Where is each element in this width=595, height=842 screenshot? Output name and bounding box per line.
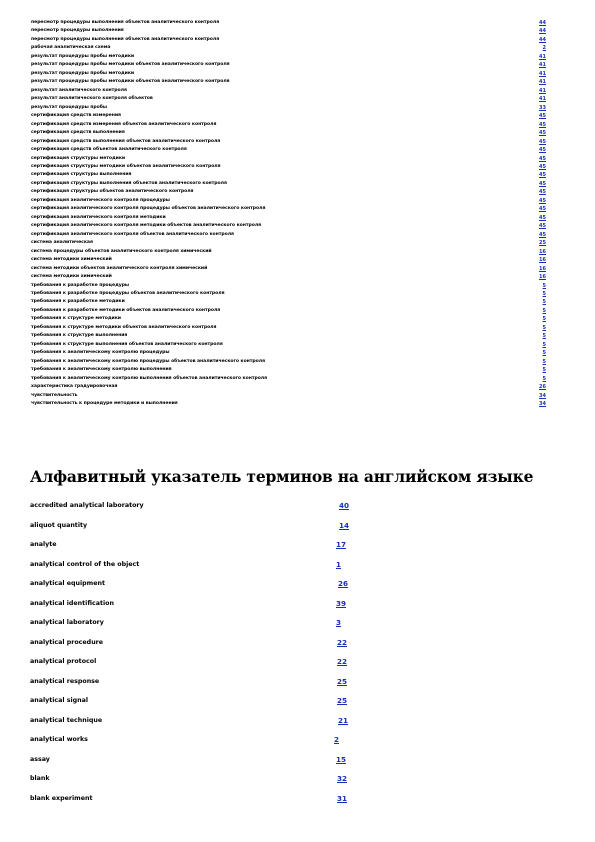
page-number-link[interactable]: 31 [337, 793, 348, 803]
index-entry [31, 256, 546, 264]
index-term: analytical laboratory [30, 619, 104, 626]
index-entry [31, 104, 546, 112]
page-number-link[interactable]: 2 [542, 45, 546, 52]
page-number-link[interactable]: 34 [539, 392, 546, 399]
index-entry [31, 400, 546, 408]
index-term: сертификация структуры методики объектов аналитического контроля [31, 163, 221, 169]
index-entry [31, 121, 546, 129]
index-term: analytical control of the object [30, 560, 140, 568]
page-number-link[interactable]: 5 [542, 316, 546, 323]
index-term: требования к структуре выполнения объектов аналитического контроля [31, 341, 223, 347]
index-term: сертификация аналитического контроля объектов аналитического контроля [31, 231, 234, 237]
index-term: сертификация аналитического контроля методики [31, 214, 166, 220]
index-term: пересмотр процедуры выполнения объектов аналитического контроля [31, 36, 220, 42]
index-term: сертификация структуры выполнения [31, 172, 132, 178]
index-entry [31, 61, 546, 69]
index-entry [31, 27, 546, 35]
page-number-link[interactable]: 41 [539, 87, 546, 94]
index-entry [31, 324, 546, 332]
index-entry [31, 315, 546, 323]
index-term: требования к разработке методики объектов аналитического контроля [31, 307, 221, 313]
index-term: пересмотр процедуры выполнения [31, 28, 124, 34]
index-entry [31, 197, 546, 205]
index-entry [31, 392, 546, 400]
page-number-link[interactable]: 45 [539, 113, 546, 120]
index-term: analytical procedure [30, 638, 104, 646]
page-number-link[interactable]: 45 [539, 163, 546, 170]
index-entry [31, 180, 546, 188]
index-term: analyte [30, 541, 57, 548]
page-number-link[interactable]: 26 [539, 384, 546, 391]
index-entry [31, 112, 546, 120]
index-entry [30, 594, 360, 614]
index-term: требования к разработке методики [31, 299, 125, 305]
page-number-link[interactable]: 45 [539, 197, 546, 204]
index-term: требования к разработке процедуры объектов аналитического контроля [31, 291, 225, 296]
index-entry [31, 19, 546, 27]
index-entry [30, 730, 360, 750]
page-number-link[interactable]: 15 [336, 754, 347, 764]
page-number-link[interactable]: 22 [337, 637, 348, 647]
page-number-link[interactable]: 45 [539, 130, 546, 137]
index-entry [30, 769, 360, 789]
index-entry [30, 535, 360, 555]
page-number-link[interactable]: 45 [539, 172, 546, 179]
index-term: требования к разработке процедуры [31, 282, 130, 288]
page-number-link[interactable]: 17 [336, 540, 347, 549]
page-number-link[interactable]: 44 [539, 28, 546, 35]
page-number-link[interactable]: 26 [338, 579, 349, 588]
page-number-link[interactable]: 16 [539, 257, 546, 264]
index-entry [31, 366, 546, 374]
index-term: analytical protocol [30, 658, 97, 665]
index-entry [31, 248, 546, 256]
index-term: пересмотр процедуры выполнения объектов аналитического контроля [31, 20, 220, 25]
index-entry [30, 633, 360, 653]
page-number-link[interactable]: 41 [539, 70, 546, 77]
page-number-link[interactable]: 2 [334, 735, 340, 744]
index-term: сертификация средств измерения [31, 113, 121, 119]
index-entry [30, 652, 360, 672]
index-entry [30, 750, 360, 770]
index-entry [31, 87, 546, 95]
page-number-link[interactable]: 5 [542, 341, 546, 348]
page-number-link[interactable]: 16 [539, 274, 546, 281]
index-term: analytical works [30, 736, 88, 743]
page-number-link[interactable]: 40 [339, 501, 350, 510]
index-term: система аналитическая [31, 240, 93, 246]
index-entry [30, 516, 360, 536]
index-entry [31, 222, 546, 230]
index-entry [30, 496, 360, 516]
index-entry [31, 349, 546, 357]
index-term: сертификация средств выполнения объектов аналитического контроля [31, 138, 221, 144]
index-entry [31, 214, 546, 222]
page-number-link[interactable]: 5 [542, 291, 546, 297]
index-entry [31, 205, 546, 213]
index-term: требования к аналитическому контролю процедуры объектов аналитического контроля [31, 358, 265, 364]
page-number-link[interactable]: 45 [539, 214, 546, 221]
index-term: система процедуры объектов аналитического контроля химический [31, 248, 212, 254]
index-entry [31, 95, 546, 103]
page-number-link[interactable]: 3 [336, 618, 342, 627]
page-number-link[interactable]: 45 [539, 155, 546, 162]
index-term: система методики химический [31, 257, 112, 263]
index-term: сертификация средств выполнения [31, 130, 125, 136]
index-entry [31, 341, 546, 349]
page-number-link[interactable]: 5 [542, 358, 546, 365]
page-number-link[interactable]: 22 [337, 657, 348, 666]
index-term: чувствительность [31, 392, 78, 398]
index-entry [31, 239, 546, 247]
index-entry [31, 146, 546, 154]
index-term: требования к аналитическому контролю процедуры [31, 350, 170, 356]
page-number-link[interactable]: 5 [542, 324, 546, 331]
index-term: analytical response [30, 677, 100, 685]
index-entry [31, 70, 546, 78]
index-entry [31, 273, 546, 281]
page-number-link[interactable]: 16 [539, 265, 546, 272]
index-term: результат процедуры пробы методики [31, 53, 135, 59]
page-number-link[interactable]: 34 [539, 401, 546, 408]
index-term: сертификация средств объектов аналитического контроля [31, 147, 187, 153]
index-term: accredited analytical laboratory [30, 502, 144, 509]
page-number-link[interactable]: 5 [542, 367, 546, 374]
index-term: сертификация структуры объектов аналитического контроля [31, 189, 194, 195]
index-entry [31, 129, 546, 137]
page-number-link[interactable]: 45 [539, 223, 546, 230]
index-entry [30, 672, 360, 692]
index-term: рабочая аналитическая схема [31, 45, 111, 51]
page-number-link[interactable]: 5 [542, 333, 546, 340]
index-entry [30, 691, 360, 711]
index-entry [30, 555, 360, 575]
index-term: результат процедуры пробы методики объектов аналитического контроля [31, 79, 230, 85]
index-term: сертификация аналитического контроля процедуры [31, 197, 170, 203]
index-term: сертификация структуры методики [31, 155, 126, 161]
index-entry [31, 171, 546, 179]
index-term: aliquot quantity [30, 521, 88, 529]
english-index-heading: Алфавитный указатель терминов на английском языке [30, 467, 534, 486]
index-term: analytical identification [30, 599, 114, 607]
page-number-link[interactable]: 41 [539, 79, 546, 86]
index-entry [30, 711, 360, 731]
index-entry [31, 36, 546, 44]
index-entry [31, 188, 546, 196]
russian-term-index [31, 19, 546, 409]
index-entry [31, 307, 546, 315]
index-term: сертификация аналитического контроля процедуры объектов аналитического контроля [31, 206, 266, 212]
index-term: сертификация структуры выполнения объектов аналитического контроля [31, 180, 227, 186]
page-number-link[interactable]: 44 [539, 20, 546, 26]
page-number-link[interactable]: 5 [542, 375, 546, 382]
page-number-link[interactable]: 45 [539, 147, 546, 154]
index-entry [31, 375, 546, 383]
index-entry [31, 265, 546, 273]
index-entry [31, 231, 546, 239]
index-term: результат процедуры пробы методики объектов аналитического контроля [31, 62, 230, 68]
index-term: сертификация средств измерения объектов аналитического контроля [31, 121, 217, 127]
index-entry [31, 298, 546, 306]
index-entry [31, 163, 546, 171]
index-entry [31, 44, 546, 52]
index-entry [31, 290, 546, 298]
page-number-link[interactable]: 5 [542, 299, 546, 306]
page-number-link[interactable]: 41 [539, 62, 546, 69]
index-entry [30, 613, 360, 633]
page-number-link[interactable]: 41 [539, 96, 546, 103]
page-number-link[interactable]: 5 [542, 350, 546, 357]
page-number-link[interactable]: 41 [539, 53, 546, 60]
page-number-link[interactable]: 45 [539, 138, 546, 145]
page-number-link[interactable]: 39 [336, 598, 347, 608]
index-term: результат процедуры пробы [31, 104, 107, 110]
page-number-link[interactable]: 16 [539, 248, 546, 255]
index-entry [30, 574, 360, 594]
index-entry [31, 78, 546, 86]
index-term: система методики химический [31, 274, 112, 280]
index-term: результат аналитического контроля объектов [31, 96, 153, 102]
page-number-link[interactable]: 14 [339, 520, 350, 530]
index-entry [30, 789, 360, 809]
page-number-link[interactable]: 45 [539, 180, 546, 187]
index-term: сертификация аналитического контроля методики объектов аналитического контроля [31, 223, 262, 229]
page-number-link[interactable]: 45 [539, 121, 546, 128]
page-number-link[interactable]: 25 [337, 696, 348, 705]
page-number-link[interactable]: 25 [539, 240, 546, 247]
index-term: результат процедуры пробы методики [31, 70, 135, 76]
page-number-link[interactable]: 44 [539, 36, 546, 43]
index-term: assay [30, 755, 50, 763]
index-term: требования к структуре методики объектов аналитического контроля [31, 324, 217, 330]
page-number-link[interactable]: 45 [539, 231, 546, 238]
index-term: система методики объектов аналитического контроля химический [31, 265, 208, 271]
page-number-link[interactable]: 32 [337, 774, 348, 783]
index-term: требования к структуре выполнения [31, 333, 128, 339]
index-term: analytical equipment [30, 580, 105, 587]
index-term: analytical technique [30, 716, 103, 724]
page-number-link[interactable]: 5 [542, 307, 546, 314]
index-term: характеристика градуировочная [31, 384, 118, 390]
index-entry [31, 383, 546, 391]
index-term: требования к структуре методики [31, 316, 121, 322]
index-entry [31, 358, 546, 366]
index-term: требования к аналитическому контролю выполнения объектов аналитического контроля [31, 375, 268, 381]
index-entry [31, 138, 546, 146]
index-entry [31, 53, 546, 61]
index-term: результат аналитического контроля [31, 87, 127, 93]
index-entry [31, 332, 546, 340]
index-term: чувствительность к процедуре методики и выполнения [31, 401, 178, 407]
english-term-index [30, 496, 360, 808]
page-number-link[interactable]: 45 [539, 206, 546, 213]
page-number-link[interactable]: 21 [338, 715, 349, 725]
page-number-link[interactable]: 45 [539, 189, 546, 196]
page-number-link[interactable]: 5 [542, 282, 546, 289]
page-number-link[interactable]: 1 [336, 559, 342, 569]
index-term: analytical signal [30, 697, 89, 704]
index-entry [31, 282, 546, 290]
page-number-link[interactable]: 25 [337, 676, 348, 686]
index-term: blank [30, 775, 50, 782]
index-entry [31, 155, 546, 163]
page-number-link[interactable]: 33 [539, 104, 546, 111]
index-term: blank experiment [30, 794, 93, 802]
index-term: требования к аналитическому контролю выполнения [31, 367, 172, 373]
